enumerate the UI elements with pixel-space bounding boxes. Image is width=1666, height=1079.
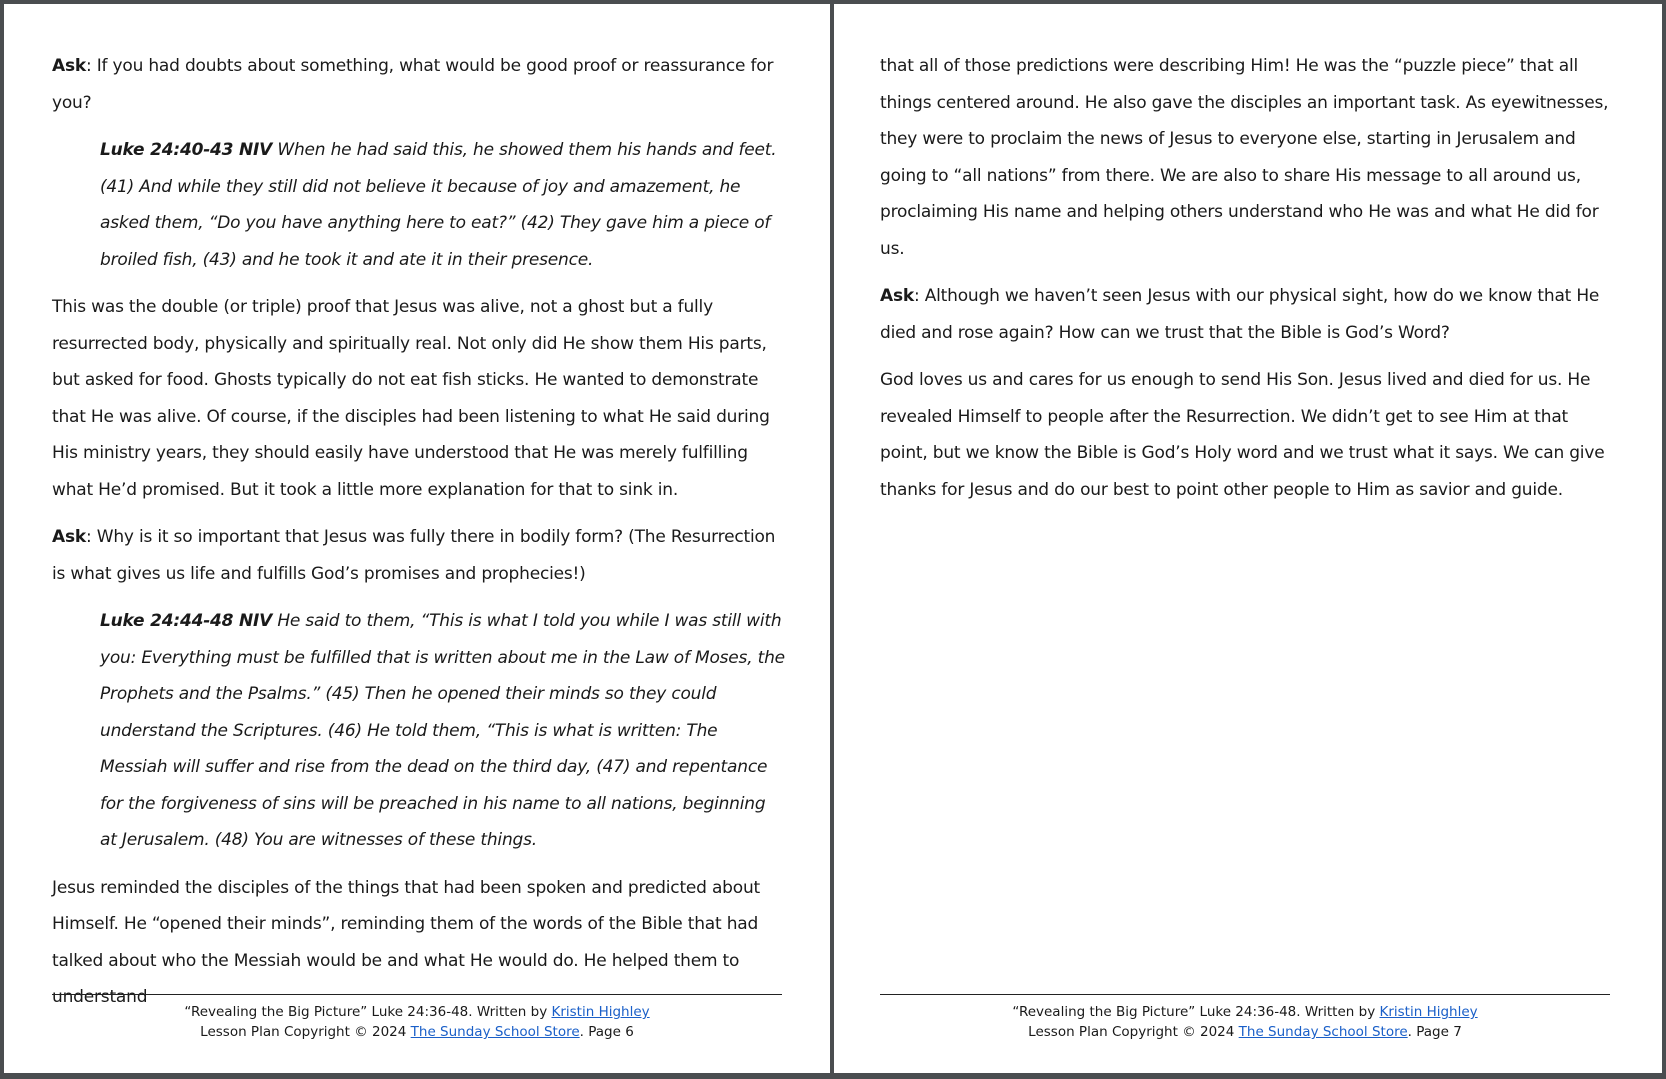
page-content (880, 48, 1617, 519)
body-paragraph: This was the double (or triple) proof that Jesus was alive, not a ghost but a fully resurrected body, physically and spiritually real. Not only did He show them His parts, but asked for food. Ghosts typically do not eat fish sticks. He wanted to demonstrate that He was alive. Of course, if the disciples had been listening to what He said during His ministry years, they should easily have understood that He was merely fulfilling what He’d promised. But it took a little more explanation for that to sink in. (52, 297, 770, 500)
page-7 (834, 4, 1662, 1073)
scripture-quote (100, 132, 787, 278)
scripture-text: When he had said this, he showed them his hands and feet. (41) And while they still did not believe it because of joy and amazement, he asked them, “Do you have anything here to eat?” (42) They gave him a piece of broiled fish, (43) and he took it and ate it in their presence. (100, 140, 777, 270)
scripture-reference: Luke 24:44-48 NIV (100, 611, 273, 631)
page-footer (880, 994, 1610, 1054)
page-content (52, 48, 787, 1027)
body-paragraph: Jesus reminded the disciples of the things that had been spoken and predicted about Himself. He “opened their minds”, reminding them of the words of the Bible that had talked about who the Messiah would be and what He would do. He helped them to understand (52, 877, 761, 1007)
ask-text: : If you had doubts about something, what would be good proof or reassurance for you? (52, 56, 774, 113)
page-6 (4, 4, 830, 1073)
footer-line-2 (880, 1022, 1610, 1042)
scripture-text: He said to them, “This is what I told you while I was still with you: Everything must be fulfilled that is written about me in the Law of Moses, the Prophets and the Psalms.” (45) Then he opened their minds so they could understand the Scriptures. (46) He told them, “This is what is written: The Messiah will suffer and rise from the dead on the third day, (47) and repentance for the forgiveness of sins will be preached in his name to all nations, beginning at Jerusalem. (48) You are witnesses of these things. (100, 611, 785, 850)
author-link[interactable]: Kristin Highley (551, 1004, 650, 1020)
footer-line-2 (52, 1022, 782, 1042)
ask-text: : Although we haven’t seen Jesus with our physical sight, how do we know that He died and rose again? How can we trust that the Bible is God’s Word? (880, 286, 1600, 343)
author-link[interactable]: Kristin Highley (1379, 1004, 1478, 1020)
ask-label: Ask (880, 286, 914, 306)
store-link[interactable]: The Sunday School Store (1238, 1024, 1408, 1040)
footer-copyright: Lesson Plan Copyright © 2024 (200, 1024, 411, 1040)
scripture-quote (100, 603, 787, 859)
ask-text: : Why is it so important that Jesus was fully there in bodily form? (The Resurrection is what gives us life and fulfills God’s promises and prophecies!) (52, 527, 776, 584)
footer-copyright: Lesson Plan Copyright © 2024 (1028, 1024, 1239, 1040)
ask-paragraph (52, 519, 787, 592)
ask-paragraph (880, 278, 1617, 351)
store-link[interactable]: The Sunday School Store (410, 1024, 580, 1040)
footer-line-1 (880, 1002, 1610, 1022)
page-footer (52, 994, 782, 1054)
footer-line-1 (52, 1002, 782, 1022)
ask-paragraph (52, 48, 787, 121)
scripture-reference: Luke 24:40-43 NIV (100, 140, 273, 160)
body-paragraph: that all of those predictions were describing Him! He was the “puzzle piece” that all things centered around. He also gave the disciples an important task. As eyewitnesses, they were to proclaim the news of Jesus to everyone else, starting in Jerusalem and going to “all nations” from there. We are also to share His message to all around us, proclaiming His name and helping others understand who He was and what He did for us. (880, 56, 1609, 259)
ask-label: Ask (52, 527, 86, 547)
ask-label: Ask (52, 56, 86, 76)
page-number: . Page 7 (1407, 1024, 1462, 1040)
body-paragraph: God loves us and cares for us enough to send His Son. Jesus lived and died for us. He revealed Himself to people after the Resurrection. We didn’t get to see Him at that point, but we know the Bible is God’s Holy word and we trust what it says. We can give thanks for Jesus and do our best to point other people to Him as savior and guide. (880, 370, 1605, 500)
page-number: . Page 6 (579, 1024, 634, 1040)
footer-credit: “Revealing the Big Picture” Luke 24:36-48. Written by (1012, 1004, 1380, 1020)
footer-credit: “Revealing the Big Picture” Luke 24:36-48. Written by (184, 1004, 552, 1020)
